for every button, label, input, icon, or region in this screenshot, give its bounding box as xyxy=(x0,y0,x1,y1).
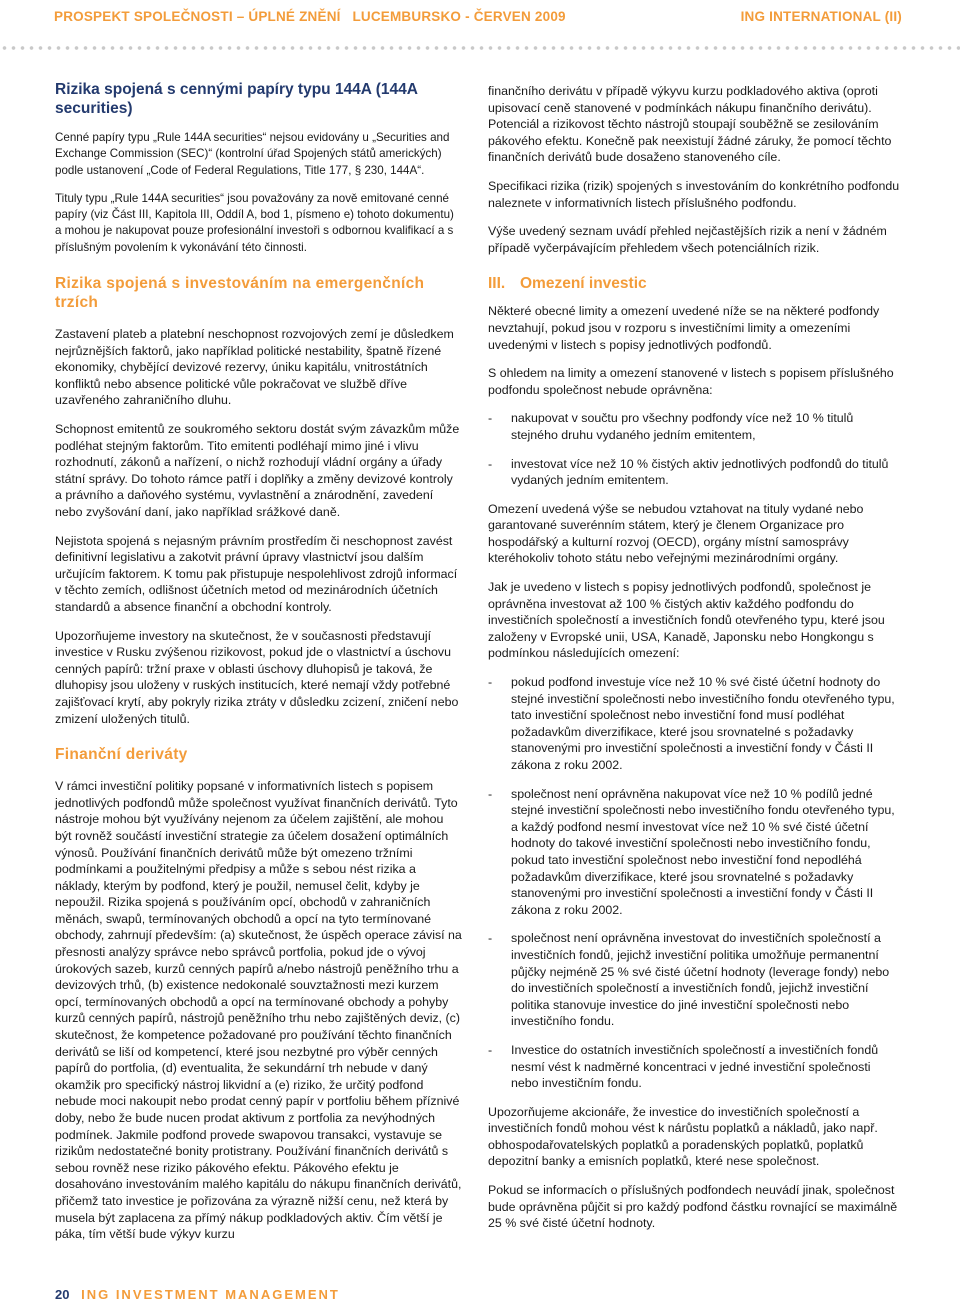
list-item: - Investice do ostatních investičních společností a investičních fondů nesmí vést k nadměrné koncentraci v jedné investiční společnosti nebo investičním fondu. xyxy=(488,1042,900,1092)
header-right: ING INTERNATIONAL (II) xyxy=(740,8,902,24)
footer-brand: ING INVESTMENT MANAGEMENT xyxy=(81,1287,340,1302)
page-footer xyxy=(55,1287,340,1302)
list-item: - společnost není oprávněna investovat do investičních společností a investičních fondů, jejichž investiční politika umožňuje permanentní půjčky nejméně 25 % své čisté účetní hodnoty (leverage fondy) nebo do investičních společností a investičních fondů, jejichž investiční politika stanovuje investice do jiné investiční společnosti nebo investičního fondu. xyxy=(488,930,900,1030)
right-column xyxy=(488,83,900,1244)
para-right-3: Výše uvedený seznam uvádí přehled nejčastějších rizik a není v žádném případě vyčerpávajícím přehledem všech potenciálních rizik. xyxy=(488,224,887,255)
heading-derivatives: Finanční deriváty xyxy=(55,746,188,764)
para-right-5: S ohledem na limity a omezení stanovené v listech s popisem příslušného podfondu společnost nebude oprávněna: xyxy=(488,366,894,397)
para-right-8: Upozorňujeme akcionáře, že investice do investičních společností a investičních fondů mohou vést k nárůstu poplatků a nákladů, jako např. obhospodařovatelských poplatků a poradenských poplatků, poplatků depozitní banky a emisních poplatků, které nese společnost. xyxy=(488,1104,878,1169)
para-right-6: Omezení uvedená výše se nebudou vztahovat na tituly vydané nebo garantované suverénním státem, který je členem Organizace pro hospodářský a kulturní rozvoj (OECD), orgány místní samosprávy kteréhokoliv tohoto státu nebo veřejnými mezinárodními orgány. xyxy=(488,501,864,566)
section-title: Omezení investic xyxy=(520,275,647,293)
para-144a-1: Cenné papíry typu „Rule 144A securities“ nejsou evidovány u „Securities and Exchange Commission (SEC)“ (kontrolní úřad Spojených států amerických) podle ustanovení „Code of Federal Regulations, Title 177, § 230, 144A“. xyxy=(55,131,450,177)
para-right-1: finančního derivátu v případě výkyvu kurzu podkladového aktiva (oproti upisovací ceně stanovené v podmínkách nákupu finančního derivátu). Potenciál a rizikovost těchto nástrojů stoupají souběžně se zesilováním pákového efektu. Konečně pak neexistují žádné záruky, že pomocí těchto finančních derivátů bude dosaženo stanoveného cíle. xyxy=(488,84,892,165)
heading-emerging: Rizika spojená s investováním na emergenčních trzích xyxy=(55,275,425,312)
para-emerging-3: Nejistota spojená s nejasným právním prostředím či neschopnost zavést definitivní legislativu a zakotvit právní úpravy vlastnictví jsou dalším určujícím faktorem. K tomu pak přistupuje nespolehlivost zdrojů informací v těchto zemích, odlišnost účetních metod od mezinárodních účetních standardů a absence finanční a obchodní kontroly. xyxy=(55,533,458,614)
dotted-divider xyxy=(0,44,960,52)
section-number: III. xyxy=(488,275,506,293)
left-column xyxy=(55,80,463,1255)
heading-144a: Rizika spojená s cennými papíry typu 144A (144A securities) xyxy=(55,81,418,117)
list-item: - společnost není oprávněna nakupovat více než 10 % podílů jedné stejné investiční společnosti nebo investičního fondu otevřeného typu, a každý podfond nesmí investovat více než 10 % své čisté účetní hodnoty do takové investiční společnosti nebo investičního fondu, pokud tato investiční společnost nebo investiční fond nepodléhá požadavkům diverzifikace, které jsou srovnatelné s požadavky stanovenými pro investiční společnosti a investiční fondy v Části II zákona z roku 2002. xyxy=(488,786,900,919)
para-emerging-4: Upozorňujeme investory na skutečnost, že v současnosti představují investice v Rusku zvýšenou rizikovost, pokud jde o vlastnictví a úschovu cenných papírů: tržní praxe v oblasti úschovy dluhopisů je taková, že dluhopisy jsou uloženy v ruských institucích, které nemají vždy potřebné zajišťovací krytí, aby pokryly rizika ztráty v důsledku zcizení, zničení nebo zmizení uložených titulů. xyxy=(55,628,459,726)
para-emerging-1: Zastavení plateb a platební neschopnost rozvojových zemí je důsledkem nejrůznějších faktorů, jako například politické nestability, špatně řízené ekonomiky, chybějící devizové rezervy, úniku kapitálu, vnitrostátních konfliktů nebo absence politické vůle pokračovat ve službě dříve uzavřeného zahraničního dluhu. xyxy=(55,327,454,408)
para-144a-2: Tituly typu „Rule 144A securities“ jsou považovány za nově emitované cenné papíry (viz Část III, Kapitola III, Oddíl A, bod 1, písmeno e) tohoto dokumentu) a mohou je nakupovat pouze profesionální investoři s odbornou kvalifikací a s příslušným povolením k vykonávání této činnosti. xyxy=(55,191,454,254)
restriction-list-1 xyxy=(488,410,900,488)
page-number: 20 xyxy=(55,1287,70,1302)
para-emerging-2: Schopnost emitentů ze soukromého sektoru dostát svým závazkům může podléhat stejným faktorům. Tito emitenti podléhají mimo jiné i vlivu rozhodnutí, zákonů a nařízení, o nichž rozhodují vládní orgány a úřady státní správy. Do tohoto rámce patří i doplňky a změny devizové kontroly a právního a daňového systému, vyvlastnění a znárodnění, zavedení nebo zvyšování daní, jako například srážkové daně. xyxy=(55,422,460,520)
list-item: - investovat více než 10 % čistých aktiv jednotlivých podfondů do titulů vydaných jedním emitentem. xyxy=(488,456,900,489)
header-left: PROSPEKT SPOLEČNOSTI – ÚPLNÉ ZNĚNÍ LUCEMBURSKO - ČERVEN 2009 xyxy=(54,8,566,24)
para-derivatives: V rámci investiční politiky popsané v informativních listech s popisem jednotlivých podfondů může společnost využívat finančních derivátů. Tyto nástroje mohou být využívány nejenom za účelem zajištění, ale mohou být rovněž součástí investiční strategie za účelem dosažení optimálních výnosů. Používání finančních derivátů může být omezeno tržními podmínkami a použitelnými předpisy a může s sebou nést rizika a náklady, kterým by podfond, který je použil, nemusel čelit, kdyby je nepoužil. Rizika spojená s používáním opcí, obchodů v zahraničních měnách, swapů, termínovaných obchodů a opcí na tyto termínované obchody, zahrnují především: (a) skutečnost, že úspěch operace závisí na přesnosti analýzy správce nebo správců portfolia, pokud jde o vývoj úrokových sazeb, kurzů cenných papírů a/nebo nástrojů peněžního trhu a devizových trhů, (b) existence nedokonalé souvztažnosti mezi kurzem opcí, termínovaných obchodů a opcí na termínované obchody a pohyby kurzů cenných papírů, nástrojů peněžního trhu nebo zajištěných deviz, (c) skutečnost, že kompetence požadované pro používání těchto finančních derivátů se liší od kompetencí, které jsou nezbytné pro výběr cenných papírů do portfolia, (d) eventualita, že sekundární trh nebude v daný okamžik pro specifický nástroj likvidní a (e) riziko, že určitý podfond nebude moci nakoupit nebo prodat cenný papír v portfoliu během příznivé doby, nebo že bude nucen prodat aktivum z portfolia za nevýhodných podmínek. Jakmile podfond provede swapovou transakci, vystavuje se rizikům nedostatečné bonity protistrany. Používání finančních derivátů s sebou rovněž nese riziko pákového efektu. Pákového efektu je dosahováno investováním malého kapitálu do nákupu finančních derivátů, přičemž tato investice je pořizována za výrazně nižší cenu, než která by musela být zaplacena za přímý nákup podkladových aktiv. Čím větší je páka, tím větší bude výkyv kurzu xyxy=(55,779,462,1242)
para-right-2: Specifikaci rizika (rizik) spojených s investováním do konkrétního podfondu naleznete v informativních listech příslušného podfondu. xyxy=(488,178,900,210)
restriction-list-2 xyxy=(488,674,900,1092)
para-right-7: Jak je uvedeno v listech s popisy jednotlivých podfondů, společnost je oprávněna investovat až 100 % čistých aktiv každého podfondu do investičních společností a investičních fondů otevřeného typu, které jsou založeny v Evropské unii, USA, Kanadě, Japonsku nebo Hongkongu s podmínkou následujících omezení: xyxy=(488,580,885,661)
para-right-4: Některé obecné limity a omezení uvedené níže se na některé podfondy nevztahují, pokud jsou v rozporu s investičními limity a omezeními uvedenými v listech s popisy jednotlivých podfondů. xyxy=(488,304,880,352)
list-item: - pokud podfond investuje více než 10 % své čisté účetní hodnoty do stejné investiční společnosti nebo investičního fondu otevřeného typu, tato investiční společnost nebo investiční fond musí podléhat požadavkům diverzifikace, které jsou srovnatelné s požadavky stanovenými pro investiční společnosti a investiční fondy v Části II zákona z roku 2002. xyxy=(488,674,900,774)
para-right-9: Pokud se informacích o příslušných podfondech neuvádí jinak, společnost bude oprávněna půjčit si pro každý podfond částku rovnající se maximálně 25 % své čisté účetní hodnoty. xyxy=(488,1183,898,1231)
list-item: - nakupovat v součtu pro všechny podfondy více než 10 % titulů stejného druhu vydaného jedním emitentem, xyxy=(488,410,900,443)
running-header xyxy=(54,6,902,26)
section-heading-iii xyxy=(488,274,900,293)
